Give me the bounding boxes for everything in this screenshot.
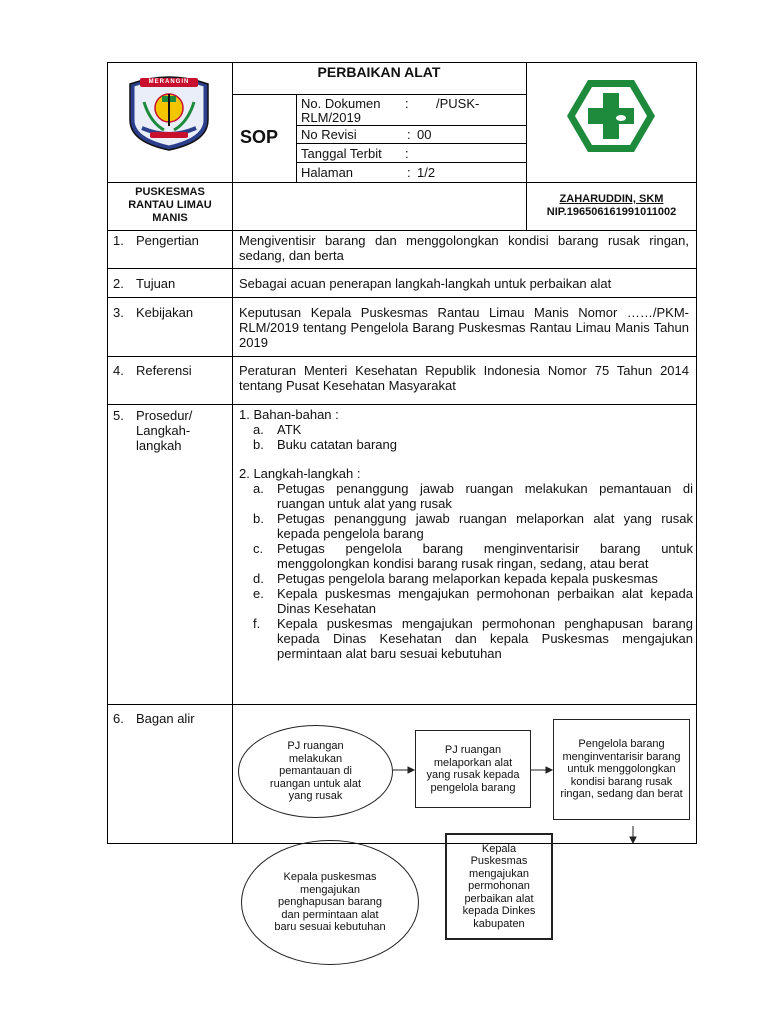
section-label-tujuan: Tujuan xyxy=(136,276,176,291)
list-text: ATK xyxy=(277,422,302,437)
meta-label-terbit: Tanggal Terbit xyxy=(301,146,382,161)
section-text-pengertian: Mengiventisir barang dan menggolongkan kondisi barang rusak ringan, sedang, dan berta xyxy=(239,233,689,263)
meta-value-revisi: 00 xyxy=(417,127,432,142)
list-marker: a. xyxy=(253,481,264,496)
signer-name: ZAHARUDDIN, SKM xyxy=(559,193,664,205)
section-label-kebijakan: Kebijakan xyxy=(136,305,194,320)
flow-node-text: PJ ruangan melakukan pemantauan di ruangan untuk alat yang rusak xyxy=(269,740,362,803)
list-text: Buku catatan barang xyxy=(277,437,397,452)
list-text: Petugas pengelola barang melaporkan kepada kepala puskesmas xyxy=(277,571,658,586)
section-label-line: langkah xyxy=(136,438,182,453)
org-name-line: PUSKESMAS xyxy=(135,186,205,198)
list-marker: a. xyxy=(253,422,264,437)
meta-sep: : xyxy=(407,127,411,142)
meta-label-revisi: No Revisi xyxy=(301,127,357,142)
list-text: Petugas penanggung jawab ruangan melaporkan alat yang rusak kepada pengelola barang xyxy=(277,511,693,541)
section-number: 6. xyxy=(113,711,124,726)
meta-sep: : xyxy=(407,165,411,180)
section-text-referensi: Peraturan Menteri Kesehatan Republik Indonesia Nomor 75 Tahun 2014 tentang Pusat Kesehatan Masyarakat xyxy=(239,363,689,393)
section-number: 1. xyxy=(113,233,124,248)
signer-nip: NIP.196506161991011002 xyxy=(546,206,677,218)
section-text-kebijakan: Keputusan Kepala Puskesmas Rantau Limau Manis Nomor ……/PKM-RLM/2019 tentang Pengelola Barang Puskesmas Rantau Limau Manis Tahun 2019 xyxy=(239,305,689,350)
list-text: Petugas penanggung jawab ruangan melakukan pemantauan di ruangan untuk alat yang rusak xyxy=(277,481,693,511)
meta-value-halaman: 1/2 xyxy=(417,165,436,180)
meta-label-dokumen: No. Dokumen xyxy=(301,96,381,111)
meta-sep: : xyxy=(405,146,409,161)
langkah-title: 2. Langkah-langkah : xyxy=(239,466,361,481)
list-marker: f. xyxy=(253,616,261,631)
flow-node-text: Kepala puskesmas mengajukan penghapusan barang dan permintaan alat baru sesuai kebutuhan xyxy=(274,871,386,934)
meta-label-halaman: Halaman xyxy=(301,165,354,180)
org-name-line: RANTAU LIMAU xyxy=(128,199,212,211)
list-text: Kepala puskesmas mengajukan permohonan penghapusan barang kepada Dinas Kesehatan dan kepala Puskesmas mengajukan permintaan alat baru sesuai kebutuhan xyxy=(277,616,693,661)
flow-node-text: Pengelola barang menginventarisir barang untuk menggolongkan kondisi barang rusak ringan, sedang dan berat xyxy=(560,738,683,801)
list-text: Kepala puskesmas mengajukan permohonan perbaikan alat kepada Dinas Kesehatan xyxy=(277,586,693,616)
bahan-title: 1. Bahan-bahan : xyxy=(239,407,339,422)
meta-value-dokumen: /PUSK- xyxy=(436,96,480,111)
org-name-line: MANIS xyxy=(152,212,188,224)
flow-node-text: Kepala Puskesmas mengajukan permohonan perbaikan alat kepada Dinkes kabupaten xyxy=(462,842,536,930)
flow-node-text: PJ ruangan melaporkan alat yang rusak kepada pengelola barang xyxy=(426,744,520,794)
section-label-pengertian: Pengertian xyxy=(136,233,199,248)
section-label-line: Langkah- xyxy=(136,423,191,438)
list-marker: b. xyxy=(253,511,264,526)
list-text: Petugas pengelola barang menginventarisir barang untuk menggolongkan kondisi barang rusak ringan, sedang, atau berat xyxy=(277,541,693,571)
section-label-line: Prosedur/ xyxy=(136,408,193,423)
section-number: 2. xyxy=(113,276,124,291)
list-marker: e. xyxy=(253,586,264,601)
meta-sep: : xyxy=(405,96,409,111)
section-label-referensi: Referensi xyxy=(136,363,192,378)
list-marker: c. xyxy=(253,541,264,556)
emblem-banner-text: MERANGIN xyxy=(148,79,190,85)
section-number: 3. xyxy=(113,305,124,320)
sop-label: SOP xyxy=(240,127,279,147)
section-text-tujuan: Sebagai acuan penerapan langkah-langkah untuk perbaikan alat xyxy=(239,276,612,291)
list-marker: d. xyxy=(253,571,264,586)
document-title: PERBAIKAN ALAT xyxy=(317,64,441,80)
meta-value-dokumen-2: RLM/2019 xyxy=(301,110,361,125)
list-marker: b. xyxy=(253,437,264,452)
section-label-bagan: Bagan alir xyxy=(136,711,195,726)
section-number: 5. xyxy=(113,408,124,423)
section-number: 4. xyxy=(113,363,124,378)
